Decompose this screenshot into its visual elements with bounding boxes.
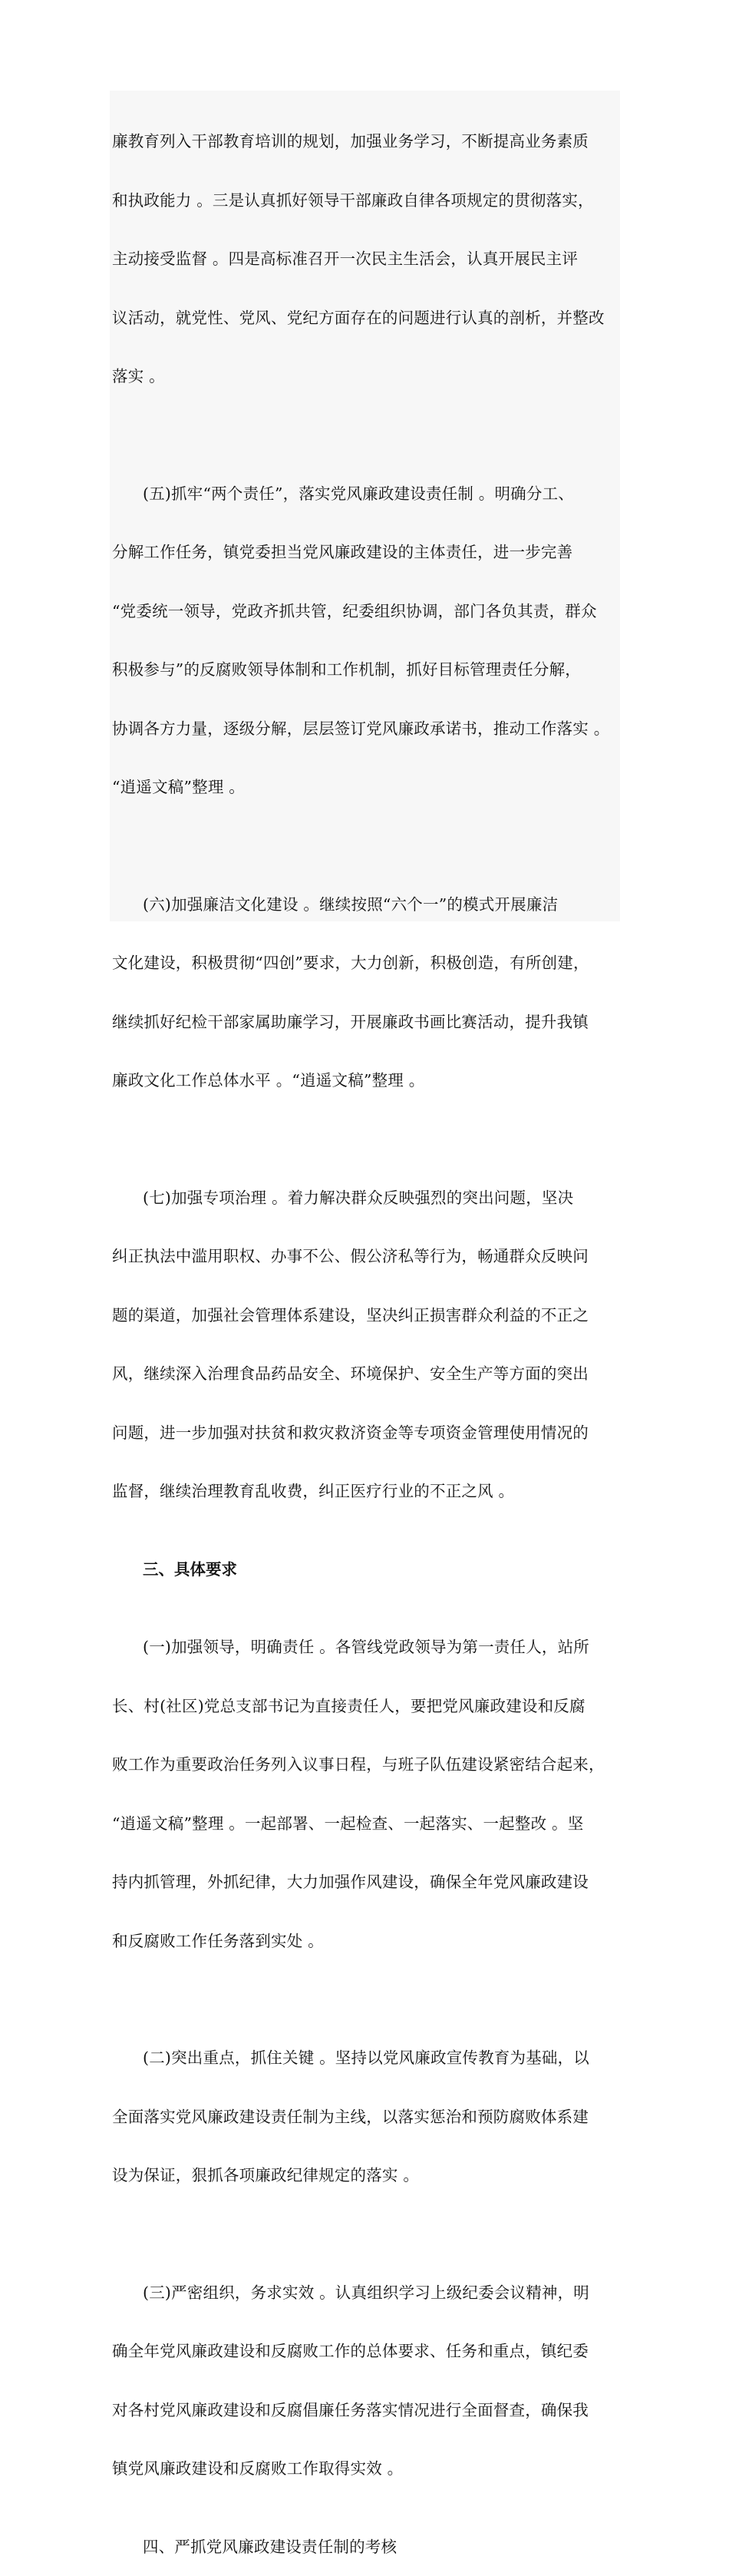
text-line: 继续抓好纪检干部家属助廉学习，开展廉政书画比赛活动，提升我镇 (112, 1012, 589, 1031)
text-line: (五)抓牢“两个责任”，落实党风廉政建设责任制 。明确分工、 (143, 484, 574, 503)
text-line: 分解工作任务，镇党委担当党风廉政建设的主体责任，进一步完善 (112, 543, 573, 561)
text-line: “逍遥文稿”整理 。 (112, 778, 245, 796)
paragraph-req-3 (112, 2244, 642, 2518)
text-line: 败工作为重要政治任务列入议事日程，与班子队伍建设紧密结合起来， (112, 1755, 605, 1774)
text-line: 廉教育列入干部教育培训的规划，加强业务学习，不断提高业务素质 (112, 132, 589, 150)
text-line: (二)突出重点，抓住关键 。坚持以党风廉政宣传教育为基础，以 (143, 2049, 590, 2067)
text-line: 积极参与”的反腐败领导体制和工作机制，抓好目标管理责任分解， (112, 660, 581, 679)
text-line: 问题，进一步加强对扶贫和救灾救济资金等专项资金管理使用情况的 (112, 1423, 589, 1442)
section-heading-4: 四、严抓党风廉政建设责任制的考核 (143, 2537, 397, 2556)
text-line: 设为保证，狠抓各项廉政纪律规定的落实 。 (112, 2166, 420, 2184)
text-line: 监督，继续治理教育乱收费，纠正医疗行业的不正之风 。 (112, 1482, 515, 1500)
text-line: 题的渠道，加强社会管理体系建设，坚决纠正损害群众利益的不正之 (112, 1305, 589, 1324)
paragraph-item-7 (112, 1149, 642, 1541)
text-line: 议活动，就党性、党风、党纪方面存在的问题进行认真的剖析，并整改 (112, 308, 605, 327)
text-line: 对各村党风廉政建设和反腐倡廉任务落实情况进行全面督查，确保我 (112, 2400, 589, 2419)
text-line: (一)加强领导，明确责任 。各管线党政领导为第一责任人，站所 (143, 1638, 590, 1656)
paragraph-req-1 (112, 1599, 642, 1990)
paragraph-item-6 (112, 856, 642, 1130)
text-line: (七)加强专项治理 。着力解决群众反映强烈的突出问题，坚决 (143, 1188, 574, 1207)
text-line: 主动接受监督 。四是高标准召开一次民主生活会，认真开展民主评 (112, 250, 579, 268)
text-line: 纠正执法中滥用职权、办事不公、假公济私等行为，畅通群众反映问 (112, 1247, 589, 1265)
section-heading-3: 三、具体要求 (143, 1559, 237, 1579)
text-line: 镇党风廉政建设和反腐败工作取得实效 。 (112, 2459, 404, 2478)
text-line: (六)加强廉洁文化建设 。继续按照“六个一”的模式开展廉洁 (143, 894, 559, 914)
document-body (112, 93, 642, 2576)
text-line: 和反腐败工作任务落到实处 。 (112, 1931, 324, 1950)
text-line: 风，继续深入治理食品药品安全、环境保护、安全生产等方面的突出 (112, 1364, 589, 1383)
paragraph-continued (112, 93, 642, 426)
text-line: 持内抓管理，外抓纪律，大力加强作风建设，确保全年党风廉政建设 (112, 1873, 589, 1891)
text-line: “逍遥文稿”整理 。一起部署、一起检查、一起落实、一起整改 。坚 (112, 1814, 584, 1833)
text-line: (三)严密组织，务求实效 。认真组织学习上级纪委会议精神，明 (143, 2283, 590, 2302)
text-line: 文化建设，积极贯彻“四创”要求，大力创新，积极创造，有所创建， (112, 954, 589, 972)
text-line: 落实 。 (112, 367, 165, 385)
text-line: 廉政文化工作总体水平 。“逍遥文稿”整理 。 (112, 1071, 425, 1090)
text-line: 长、村(社区)党总支部书记为直接责任人，要把党风廉政建设和反腐 (112, 1696, 586, 1715)
text-line: 和执政能力 。三是认真抓好领导干部廉政自律各项规定的贯彻落实， (112, 190, 594, 210)
text-line: “党委统一领导，党政齐抓共管，纪委组织协调，部门各负其责，群众 (112, 601, 597, 620)
text-line: 确全年党风廉政建设和反腐败工作的总体要求、任务和重点，镇纪委 (112, 2342, 589, 2360)
text-line: 全面落实党风廉政建设责任制为主线，以落实惩治和预防腐败体系建 (112, 2107, 589, 2126)
text-line: 协调各方力量，逐级分解，层层签订党风廉政承诺书，推动工作落实 。 (112, 719, 610, 738)
paragraph-req-2 (112, 2009, 642, 2225)
paragraph-item-5 (112, 445, 642, 837)
